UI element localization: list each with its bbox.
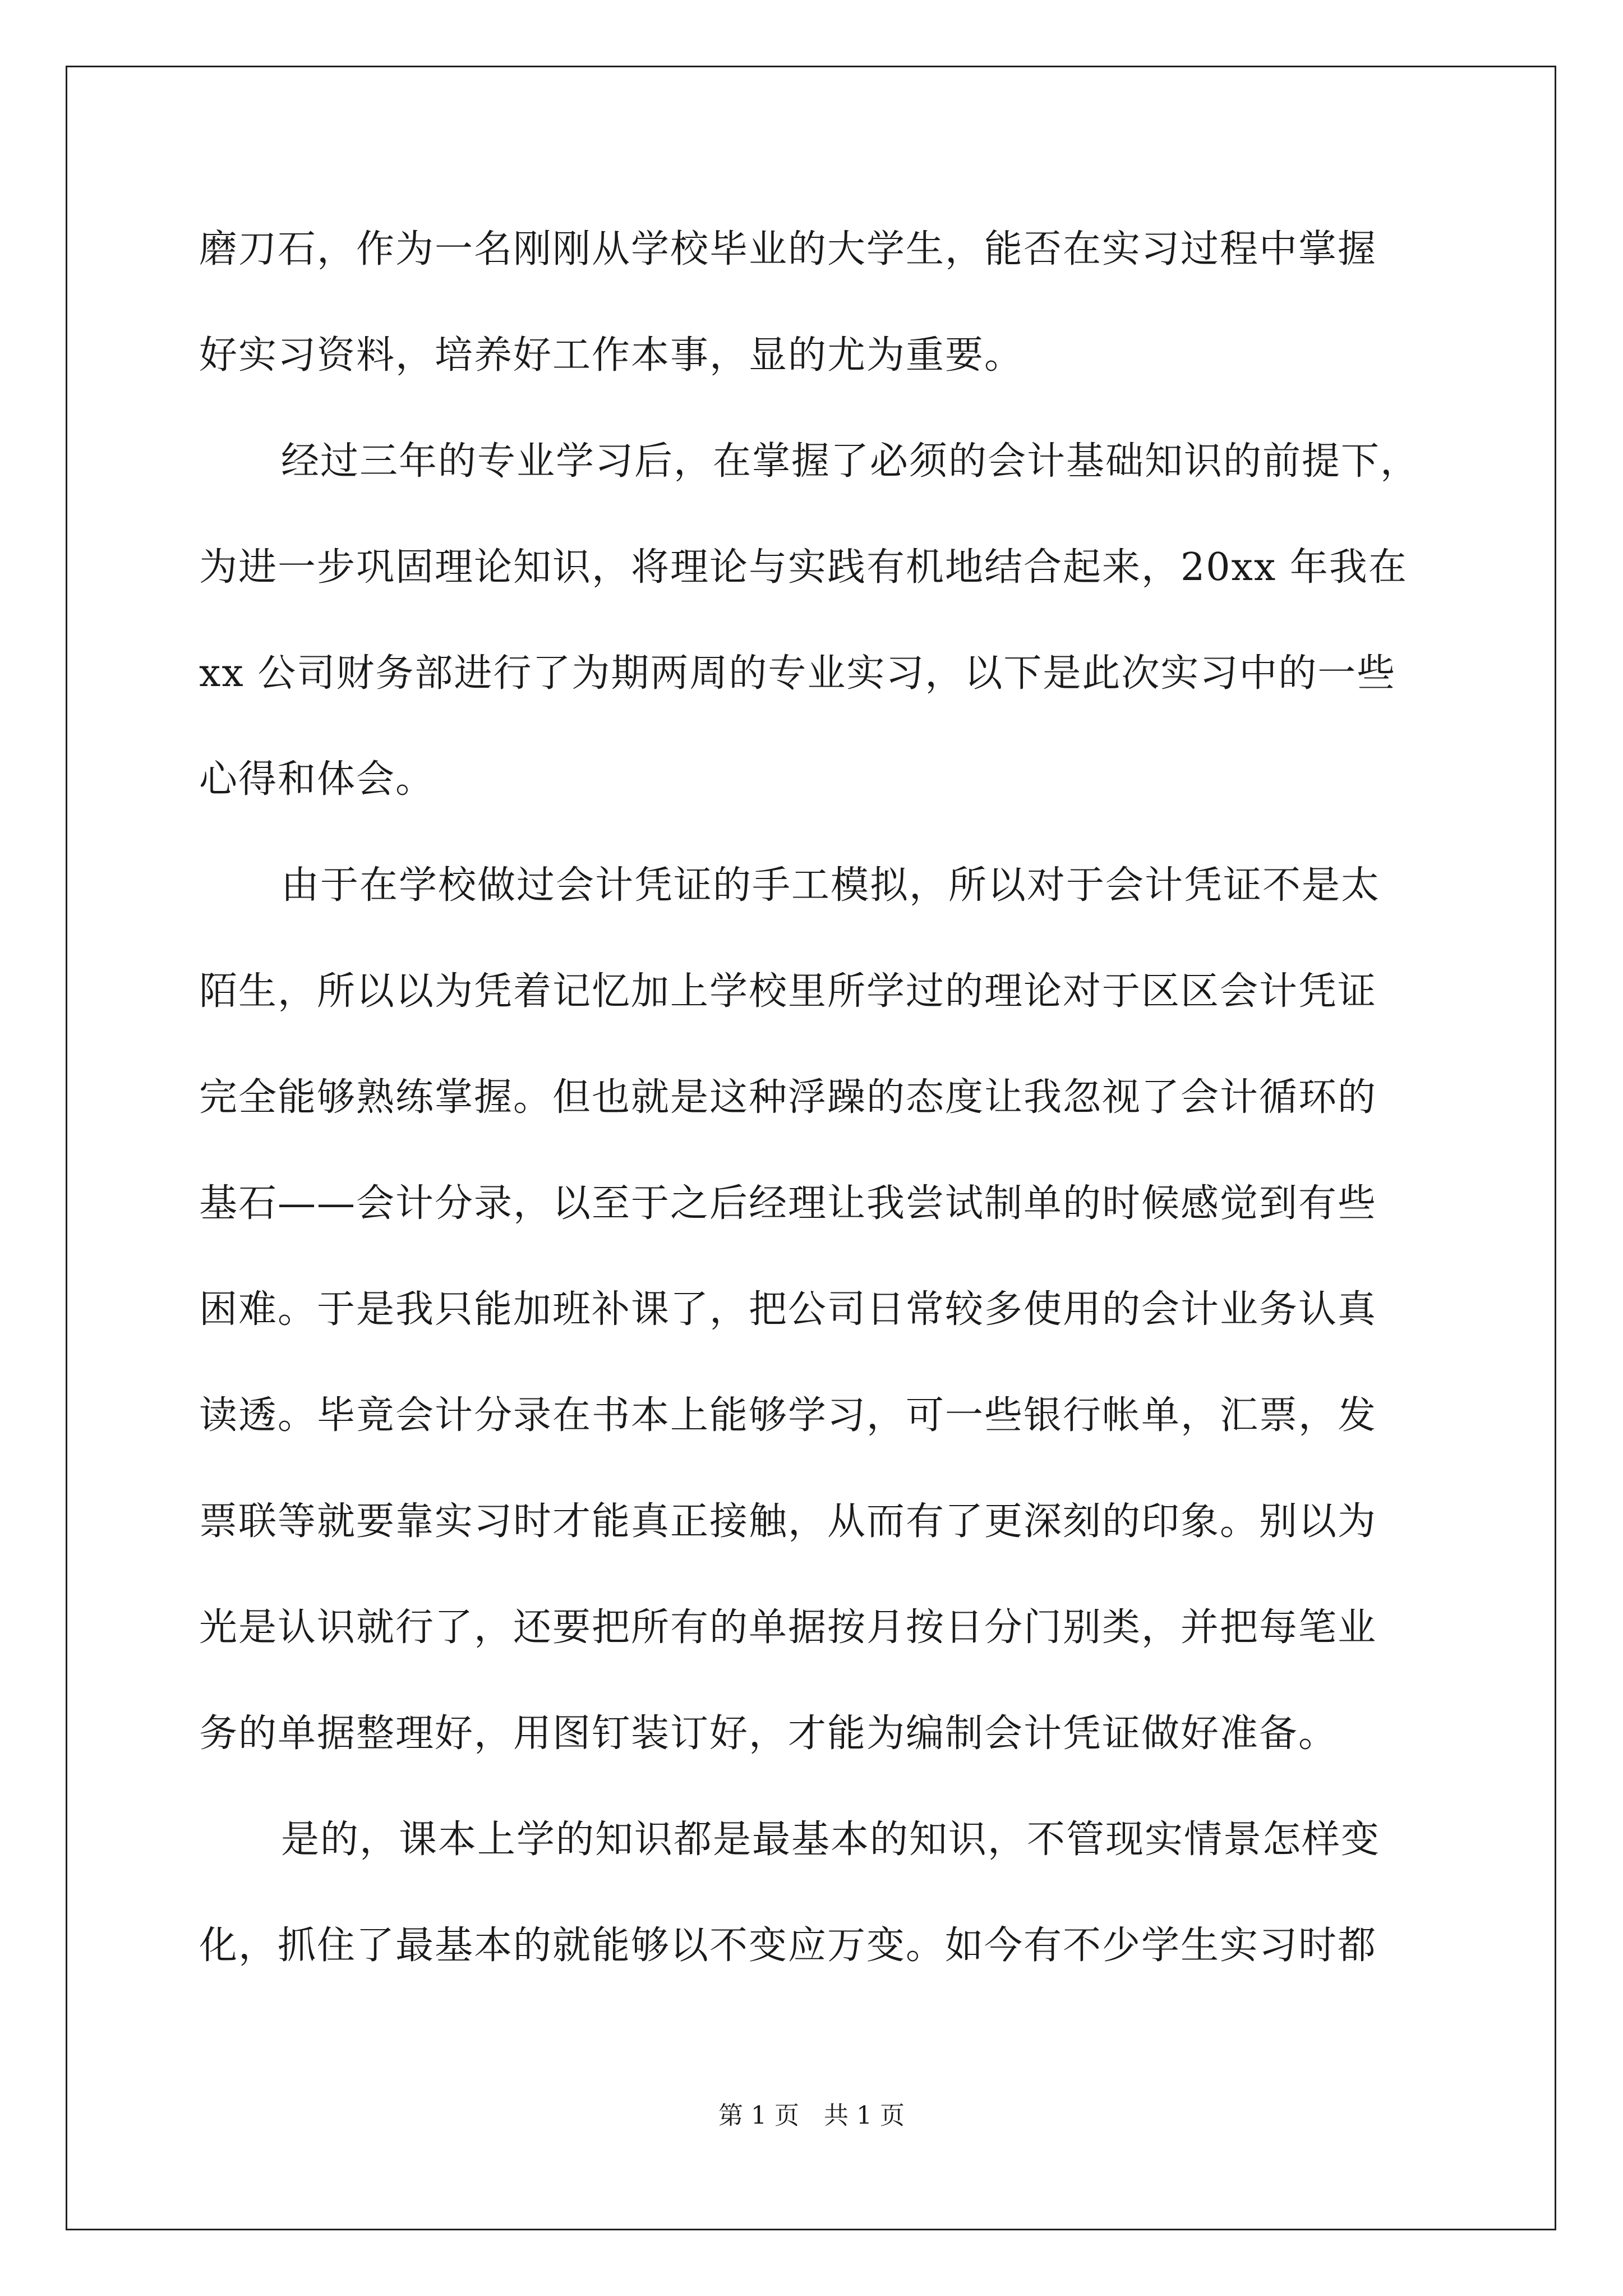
page-footer: 第 1 页 共 1 页: [718, 2101, 905, 2130]
text-line: xx 公司财务部进行了为期两周的专业实习，以下是此次实习中的一些: [199, 651, 1396, 696]
text-line: 票联等就要靠实习时才能真正接触，从而有了更深刻的印象。别以为: [199, 1499, 1377, 1544]
text-line: 陌生，所以以为凭着记忆加上学校里所学过的理论对于区区会计凭证: [199, 969, 1377, 1014]
text-line: 困难。于是我只能加班补课了，把公司日常较多使用的会计业务认真: [199, 1287, 1377, 1332]
text-line: 是的，课本上学的知识都是最基本的知识，不管现实情景怎样变: [281, 1818, 1381, 1862]
text-line: 磨刀石，作为一名刚刚从学校毕业的大学生，能否在实习过程中掌握: [199, 227, 1377, 272]
text-line: 由于在学校做过会计凭证的手工模拟，所以对于会计凭证不是太: [281, 863, 1381, 908]
text-line: 完全能够熟练掌握。但也就是这种浮躁的态度让我忽视了会计循环的: [199, 1075, 1377, 1120]
text-line: 化，抓住了最基本的就能够以不变应万变。如今有不少学生实习时都: [199, 1924, 1377, 1968]
text-line: 务的单据整理好，用图钉装订好，才能为编制会计凭证做好准备。: [199, 1711, 1338, 1756]
text-line: 基石——会计分录，以至于之后经理让我尝试制单的时候感觉到有些: [199, 1181, 1377, 1226]
text-line: 为进一步巩固理论知识，将理论与实践有机地结合起来，20xx 年我在: [199, 545, 1408, 590]
text-line: 好实习资料，培养好工作本事，显的尤为重要。: [199, 333, 1024, 378]
text-line: 经过三年的专业学习后，在掌握了必须的会计基础知识的前提下，: [281, 439, 1420, 484]
text-line: 光是认识就行了，还要把所有的单据按月按日分门别类，并把每笔业: [199, 1605, 1377, 1650]
text-line: 读透。毕竟会计分录在书本上能够学习，可一些银行帐单，汇票，发: [199, 1393, 1377, 1438]
document-body: [199, 208, 1427, 2010]
text-line: 心得和体会。: [199, 757, 435, 802]
